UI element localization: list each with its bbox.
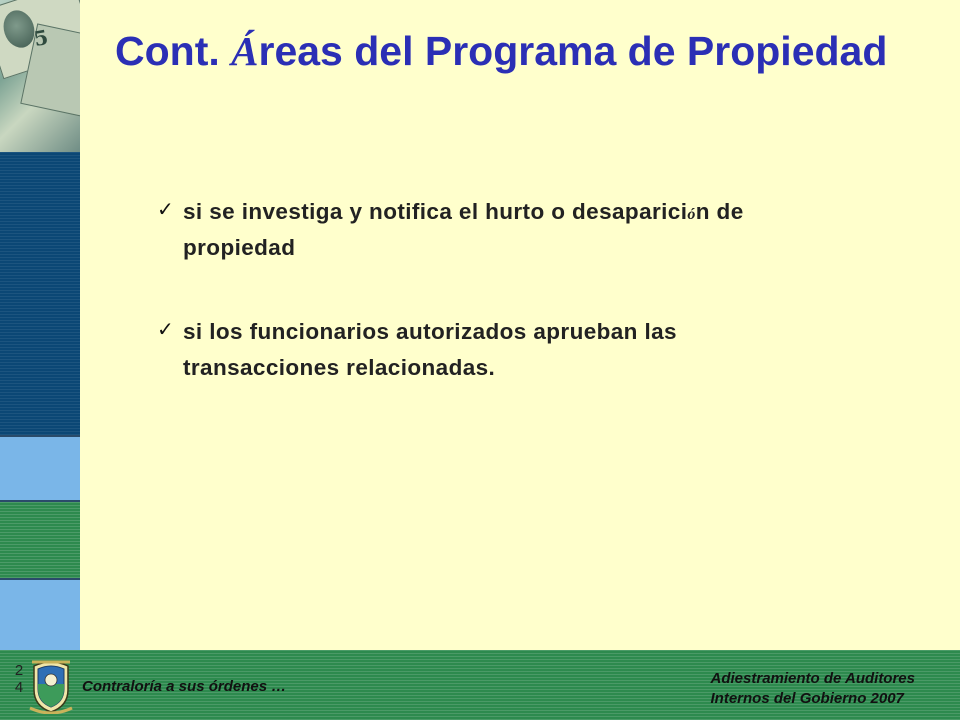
left-decorative-strip [0,0,80,650]
bullet-item [157,314,917,385]
title-rest: reas del Programa de Propiedad [258,28,888,74]
bullet-text [157,314,917,385]
footer-bar [0,650,960,720]
footer-slogan: Contraloría a sus órdenes … [82,678,287,695]
bullet-text-part: si se investiga y notifica el hurto o desaparici [183,199,688,224]
page-number-digit: 4 [14,678,24,696]
footer-course-line: Adiestramiento de Auditores [710,670,915,687]
bullet-text-line: transacciones relacionadas. [183,354,496,380]
light-blue-band [0,435,80,502]
page-number [12,663,26,697]
money-image [0,0,80,152]
bullet-text-accent: ó [687,206,696,223]
blue-band [0,152,80,435]
bullet-text-line: propiedad [183,234,296,260]
light-blue-band [0,578,80,650]
banknote-denomination-graphic: 5 [32,24,50,52]
bullet-text-part: n de [695,199,744,224]
bullet-text-line: si los funcionarios autorizados aprueban las [183,319,677,344]
slide-title [115,26,915,78]
title-accent-letter: Á [231,28,259,74]
bullet-item [157,194,917,265]
footer-course-title [711,669,915,710]
footer-course-line: Internos del Gobierno 2007 [710,690,904,708]
page-number-digit: 2 [14,662,24,679]
government-seal-icon [28,656,74,714]
green-band [0,502,80,578]
bullet-text [157,194,917,265]
checkmark-icon: ✓ [157,197,175,221]
checkmark-icon: ✓ [157,317,175,341]
title-prefix: Cont. [115,28,232,74]
